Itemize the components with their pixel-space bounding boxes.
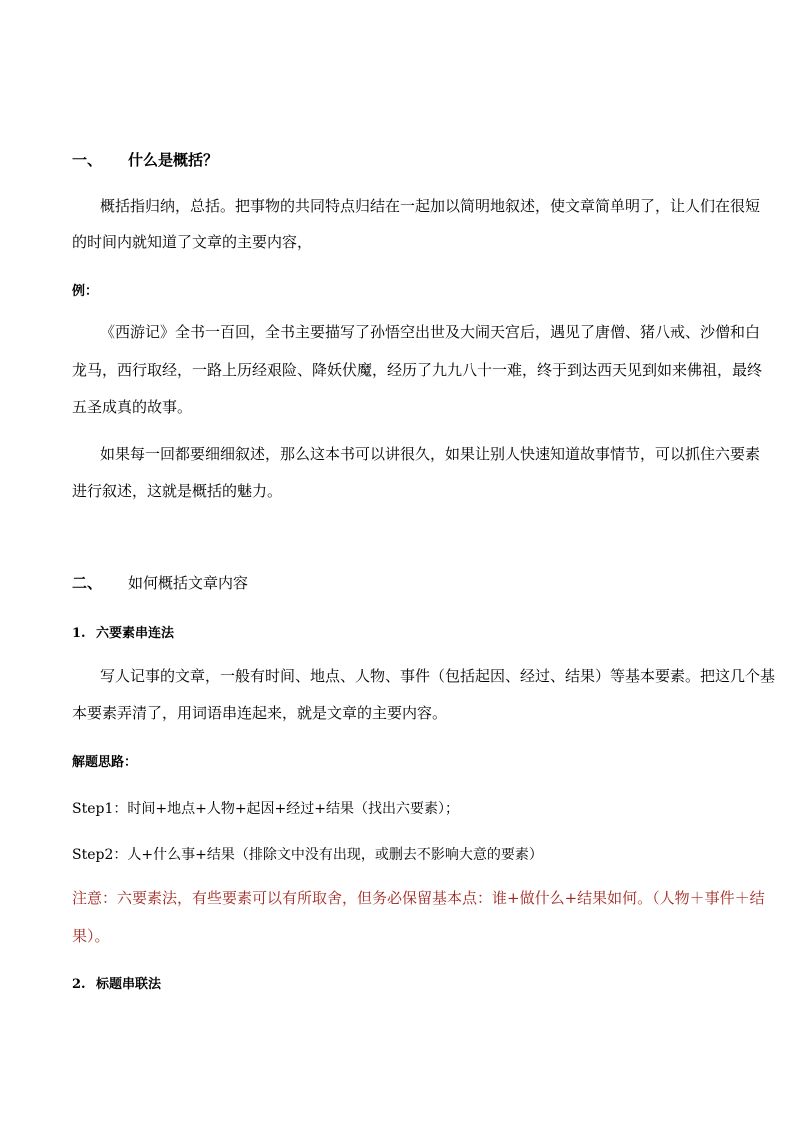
method-1-heading — [72, 622, 174, 641]
section-2-title: 如何概括文章内容 — [128, 574, 249, 592]
note-line-1: 注意：六要素法，有些要素可以有所取舍，但务必保留基本点：谁+做什么+结果如何。（人物＋事件＋结 — [72, 889, 765, 907]
step-2: Step2：人+什么事+结果（排除文中没有出现，或删去不影响大意的要素） — [72, 847, 543, 863]
step-1: Step1：时间+地点+人物+起因+经过+结果（找出六要素）； — [72, 801, 460, 817]
method-1-title: 六要素串连法 — [96, 626, 175, 641]
explain-line-2: 进行叙述，这就是概括的魅力。 — [72, 482, 283, 500]
definition-line-2: 的时间内就知道了文章的主要内容， — [72, 233, 313, 251]
example-line-2: 龙马，西行取经，一路上历经艰险、降妖伏魔，经历了九九八十一难，终于到达西天见到如来佛祖，最终 — [72, 361, 763, 379]
method-1-number: 1. — [72, 626, 86, 641]
method-2-title: 标题串联法 — [96, 977, 162, 992]
example-line-1: 《西游记》全书一百回，全书主要描写了孙悟空出世及大闹天宫后，遇见了唐僧、猪八戒、沙僧和白 — [100, 323, 761, 341]
section-1-title: 什么是概括？ — [128, 151, 219, 169]
note-line-2: 果）。 — [72, 927, 110, 945]
method-1-intro-line-2: 本要素弄清了，用词语串连起来，就是文章的主要内容。 — [72, 704, 448, 722]
section-1-heading — [72, 149, 218, 170]
section-2-number: 二、 — [72, 574, 103, 592]
example-line-3: 五圣成真的故事。 — [72, 398, 193, 416]
approach-label: 解题思路： — [72, 755, 138, 770]
method-2-heading — [72, 973, 161, 992]
section-2-heading — [72, 572, 248, 593]
method-2-number: 2. — [72, 977, 86, 992]
definition-line-1: 概括指归纳，总括。把事物的共同特点归结在一起加以简明地叙述，使文章简单明了，让人们在很短 — [100, 197, 761, 215]
explain-line-1: 如果每一回都要细细叙述，那么这本书可以讲很久，如果让别人快速知道故事情节，可以抓住六要素 — [100, 445, 761, 463]
method-1-intro-line-1: 写人记事的文章，一般有时间、地点、人物、事件（包括起因、经过、结果）等基本要素。把这几个基 — [100, 667, 776, 685]
example-label: 例： — [72, 284, 99, 299]
section-1-number: 一、 — [72, 151, 103, 169]
